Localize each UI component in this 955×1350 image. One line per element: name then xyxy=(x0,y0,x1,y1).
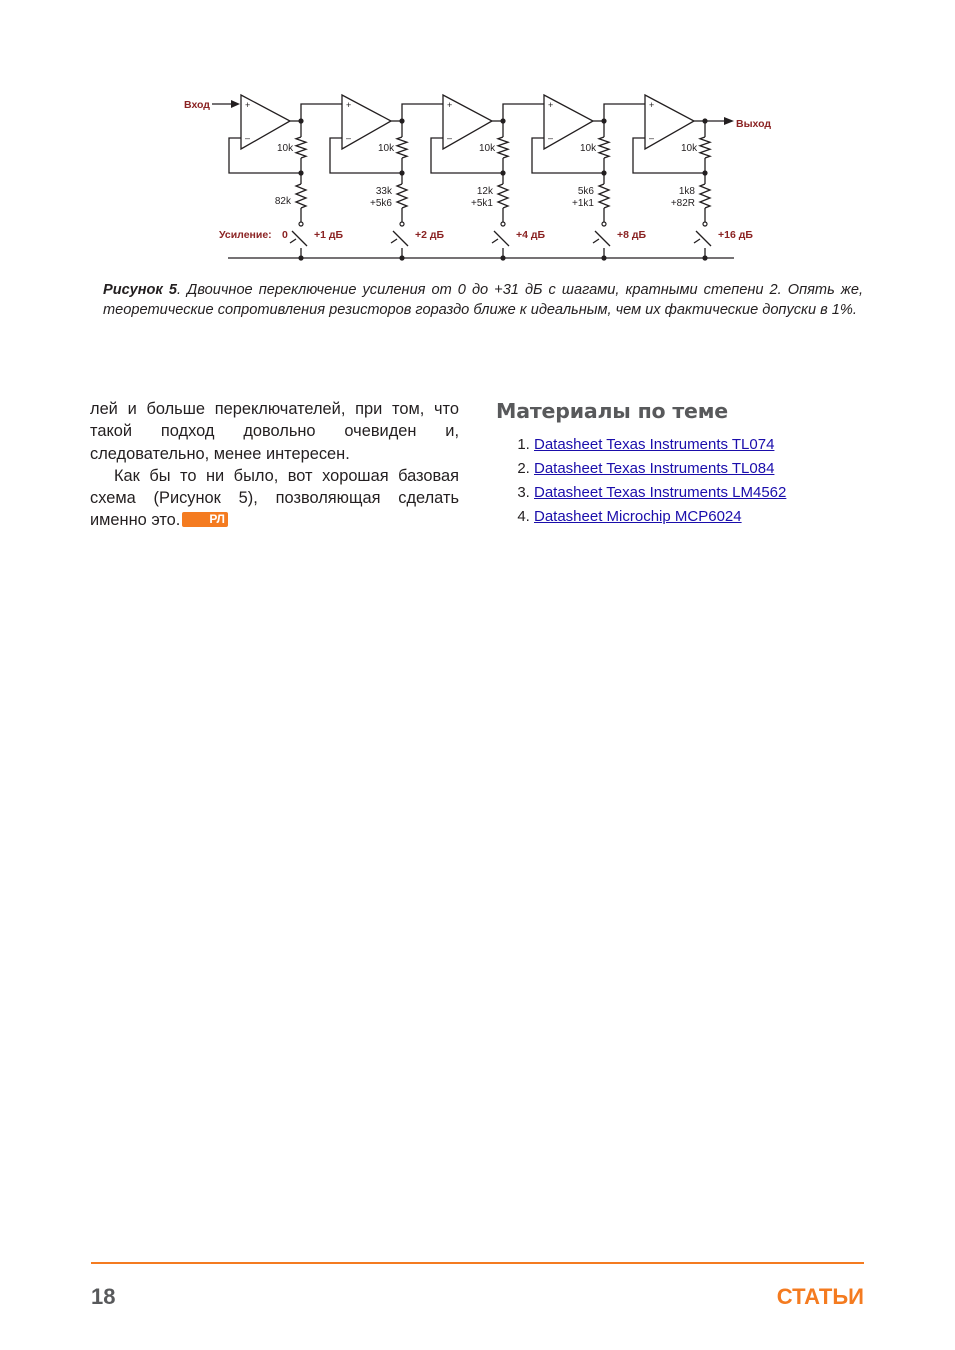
op-amp-minus-sign: – xyxy=(245,133,251,143)
gain-resistor-trim-value: +1k1 xyxy=(572,198,594,209)
article-body-column xyxy=(90,398,459,532)
switch-actuator xyxy=(593,239,599,243)
ground-node-dot xyxy=(601,255,606,260)
page-number: 18 xyxy=(91,1284,116,1309)
caption-label: Рисунок 5 xyxy=(103,282,177,298)
op-amp-plus-sign: + xyxy=(447,100,453,110)
related-link-item xyxy=(534,457,876,481)
op-amp-plus-sign: + xyxy=(548,100,554,110)
stage-gain-label: +8 дБ xyxy=(617,229,647,241)
stage-gain-label: +1 дБ xyxy=(314,229,344,241)
ground-node-dot xyxy=(298,255,303,260)
op-amp-minus-sign: – xyxy=(346,133,352,143)
switch-contact xyxy=(703,222,707,226)
input-arrow xyxy=(231,100,240,108)
op-amp-plus-sign: + xyxy=(245,100,251,110)
gain-resistor-value: 33k xyxy=(375,186,392,197)
link-ti-tl074[interactable]: Datasheet Texas Instruments TL074 xyxy=(534,436,775,453)
feedback-resistor-value: 10k xyxy=(479,143,496,154)
op-amp-plus-sign: + xyxy=(346,100,352,110)
gain-resistor xyxy=(498,184,508,208)
related-link-item xyxy=(534,433,876,457)
switch-blade xyxy=(292,231,307,246)
op-amp-minus-sign: – xyxy=(447,133,453,143)
gain-resistor xyxy=(700,184,710,208)
feedback-resistor-value: 10k xyxy=(580,143,597,154)
op-amp-minus-sign: – xyxy=(649,133,655,143)
feedback-resistor xyxy=(397,137,407,158)
related-materials-title: Материалы по теме xyxy=(496,399,729,423)
rl-end-badge: РЛ xyxy=(182,512,228,527)
gain-resistor xyxy=(397,184,407,208)
gain-resistor-value: 5k6 xyxy=(577,186,594,197)
switch-contact xyxy=(602,222,606,226)
feedback-resistor xyxy=(498,137,508,158)
caption-text: . Двоичное переключение усиления от 0 до +31 дБ с шагами, кратными степени 2. Опять же, теоретические сопротивления резисторов гораздо ближе к идеальным, чем их фактические допуски в 1%. xyxy=(103,282,863,318)
gain-resistor-trim-value: +5k6 xyxy=(370,198,392,209)
interstage-wire xyxy=(503,104,544,121)
switch-blade xyxy=(595,231,610,246)
figure-5-circuit-diagram xyxy=(170,85,790,275)
related-links-list xyxy=(496,433,876,529)
figure-caption xyxy=(103,281,863,320)
feedback-resistor-value: 10k xyxy=(681,143,698,154)
gain-label: Усиление: xyxy=(219,229,272,241)
feedback-resistor xyxy=(700,137,710,158)
ground-node-dot xyxy=(500,255,505,260)
switch-blade xyxy=(696,231,711,246)
gain-resistor xyxy=(296,184,306,208)
input-label: Вход xyxy=(184,99,210,111)
feedback-resistor-value: 10k xyxy=(277,143,294,154)
section-title: СТАТЬИ xyxy=(776,1284,864,1309)
related-materials xyxy=(496,399,876,529)
interstage-wire xyxy=(604,104,645,121)
switch-actuator xyxy=(391,239,397,243)
feedback-resistor xyxy=(296,137,306,158)
switch-actuator xyxy=(492,239,498,243)
stage-gain-label: +4 дБ xyxy=(516,229,546,241)
switch-blade xyxy=(393,231,408,246)
related-link-item xyxy=(534,505,876,529)
switch-actuator xyxy=(290,239,296,243)
gain-resistor-trim-value: +5k1 xyxy=(471,198,493,209)
link-ti-lm4562[interactable]: Datasheet Texas Instruments LM4562 xyxy=(534,484,787,501)
interstage-wire xyxy=(301,104,342,121)
gain-resistor-value: 12k xyxy=(476,186,493,197)
related-link-item xyxy=(534,481,876,505)
gain-resistor-value: 82k xyxy=(274,196,291,207)
output-label: Выход xyxy=(736,118,772,130)
link-ti-tl084[interactable]: Datasheet Texas Instruments TL084 xyxy=(534,460,775,477)
interstage-wire xyxy=(402,104,443,121)
gain-resistor-trim-value: +82R xyxy=(670,198,695,209)
switch-contact xyxy=(299,222,303,226)
stage-gain-label: +16 дБ xyxy=(718,229,753,241)
feedback-resistor xyxy=(599,137,609,158)
ground-node-dot xyxy=(399,255,404,260)
footer-divider xyxy=(91,1262,864,1264)
op-amp-minus-sign: – xyxy=(548,133,554,143)
switch-actuator xyxy=(694,239,700,243)
ground-node-dot xyxy=(702,255,707,260)
gain-zero-label: 0 xyxy=(282,229,288,241)
gain-resistor-value: 1k8 xyxy=(678,186,695,197)
op-amp-plus-sign: + xyxy=(649,100,655,110)
feedback-resistor-value: 10k xyxy=(378,143,395,154)
gain-resistor xyxy=(599,184,609,208)
body-paragraph-2 xyxy=(90,465,459,532)
switch-blade xyxy=(494,231,509,246)
output-arrow xyxy=(724,117,734,125)
switch-contact xyxy=(501,222,505,226)
body-paragraph-1: лей и больше переключателей, при том, что такой подход довольно очевиден и, следовательно, менее интересен. xyxy=(90,400,459,463)
switch-contact xyxy=(400,222,404,226)
link-microchip-mcp6024[interactable]: Datasheet Microchip MCP6024 xyxy=(534,508,742,525)
stage-gain-label: +2 дБ xyxy=(415,229,445,241)
body-paragraph-2-text: Как бы то ни было, вот хорошая базовая схема (Рисунок 5), позволяющая сделать именно это. xyxy=(90,466,459,530)
